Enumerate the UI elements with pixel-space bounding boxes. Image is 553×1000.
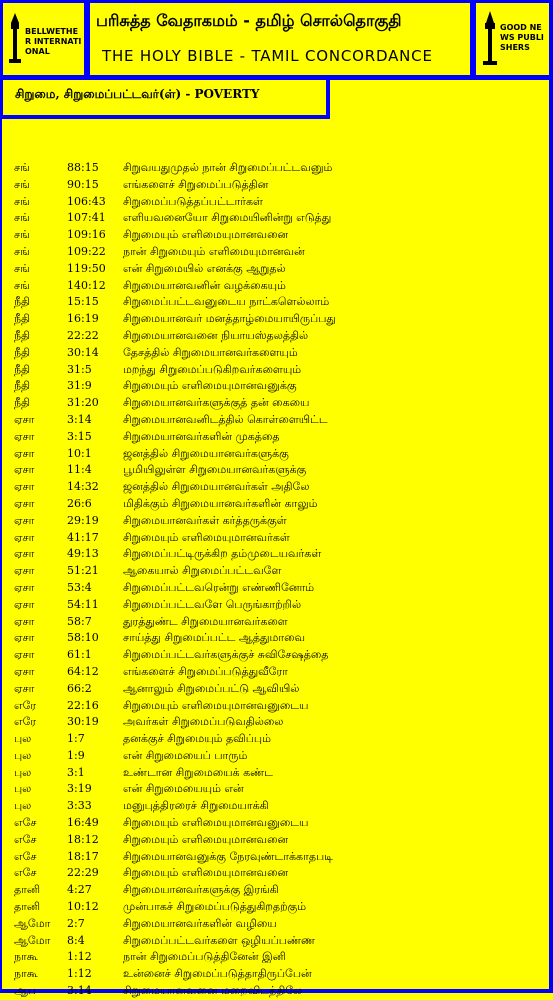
verse-text: உன்னைச் சிறுமைப்படுத்தாதிருப்பேன் [123, 967, 312, 981]
verse-row [0, 966, 549, 983]
verse-book: புல [14, 732, 32, 746]
verse-reference: 10:1 [67, 446, 92, 460]
topic-inner [3, 80, 326, 115]
verse-book: ஏசா [14, 446, 35, 460]
verse-book: சங் [14, 228, 30, 242]
verse-row [0, 748, 549, 765]
verse-text: துரத்துண்ட சிறுமையானவர்களை [123, 614, 288, 628]
verse-text: ஆகையால் சிறுமைப்பட்டவளே [123, 564, 282, 578]
verse-text: மனுபுத்திரரைச் சிறுமையாக்கி [123, 799, 269, 813]
verse-book: ஏசா [14, 564, 35, 578]
verse-text: சிறுமையானவர் மனத்தாழ்மையாயிருப்பது [123, 312, 336, 326]
verse-row [0, 294, 549, 311]
verse-reference: 3:14 [67, 412, 92, 426]
verse-book: எசே [14, 849, 37, 863]
verse-book: எசே [14, 832, 37, 846]
verse-book: நீதி [14, 396, 31, 410]
verse-text: ஜனத்தில் சிறுமையானவர்கள் அதிலே [123, 480, 310, 494]
verse-book: நீதி [14, 312, 31, 326]
verse-text: சிறுமைப்பட்டவர்களை ஒழியப்பண்ண [123, 933, 315, 947]
verse-text: சிறுமைப்பட்டவரென்று எண்ணினோம் [123, 580, 315, 594]
verse-row [0, 278, 549, 295]
verse-book: நீதி [14, 328, 31, 342]
verse-text: ஆனாலும் சிறுமைப்பட்டு ஆவியில் [123, 681, 300, 695]
verse-text: சிறுமையும் எளிமையுமானவனுடைய [123, 816, 309, 830]
verse-reference: 119:50 [67, 261, 106, 275]
verse-book: சங் [14, 261, 30, 275]
verse-row [0, 160, 549, 177]
verse-row [0, 832, 549, 849]
frame-right [549, 80, 553, 993]
verse-row [0, 983, 549, 1000]
verse-reference: 58:10 [67, 631, 99, 645]
verse-book: ஏசா [14, 480, 35, 494]
verse-row [0, 563, 549, 580]
verse-book: ஏசா [14, 412, 35, 426]
verse-row [0, 311, 549, 328]
verse-text: எளியவனையோ சிறுமையினின்று எடுத்து [123, 211, 332, 225]
verse-book: சங் [14, 161, 30, 174]
header-banner [0, 0, 553, 80]
verse-reference: 2:7 [67, 916, 85, 930]
verse-reference: 22:22 [67, 328, 99, 342]
verse-reference: 1:12 [67, 950, 92, 964]
verse-text: சிறுமையானவனின் வழக்கையும் [123, 278, 286, 292]
verse-reference: 30:19 [67, 715, 99, 729]
verse-book: ஏசா [14, 513, 35, 527]
title-box [90, 3, 470, 75]
verse-book: புல [14, 748, 32, 762]
verse-row [0, 933, 549, 950]
verse-reference: 30:14 [67, 345, 99, 359]
verse-text: நான் சிறுமைப்படுத்தினேன் இனி [123, 950, 286, 964]
verse-book: எசே [14, 816, 37, 830]
verse-book: ஏசா [14, 580, 35, 594]
verse-text: ஜனத்தில் சிறுமையானவர்களுக்கு [123, 446, 289, 460]
verse-text: தேசத்தில் சிறுமையானவர்களையும் [123, 345, 298, 359]
verse-reference: 3:14 [67, 984, 92, 998]
verse-row [0, 546, 549, 563]
verse-reference: 11:4 [67, 463, 92, 477]
verse-reference: 1:7 [67, 732, 85, 746]
verse-book: சங் [14, 278, 30, 292]
verse-book: எரே [14, 715, 37, 729]
verse-reference: 90:15 [67, 177, 99, 191]
bellwether-logo-text: BELLWETHER INTERNATIONAL [25, 27, 82, 56]
verse-reference: 31:20 [67, 396, 99, 410]
verse-reference: 18:17 [67, 849, 99, 863]
verse-reference: 58:7 [67, 614, 92, 628]
verse-row [0, 698, 549, 715]
verse-text: சிறுமையானவர்களின் வழியை [123, 916, 277, 930]
verse-list [0, 160, 549, 1000]
verse-row [0, 664, 549, 681]
verse-text: சிறுமையானவர்களுக்கு இரங்கி [123, 883, 279, 897]
verse-row [0, 781, 549, 798]
verse-reference: 61:1 [67, 648, 92, 662]
verse-book: ஏசா [14, 681, 35, 695]
verse-reference: 26:6 [67, 496, 92, 510]
verse-reference: 64:12 [67, 664, 99, 678]
verse-reference: 107:41 [67, 211, 106, 225]
verse-reference: 109:22 [67, 244, 106, 258]
verse-book: எசே [14, 866, 37, 880]
verse-row [0, 244, 549, 261]
verse-book: ஏசா [14, 496, 35, 510]
verse-book: ஏசா [14, 664, 35, 678]
verse-row [0, 865, 549, 882]
verse-reference: 8:4 [67, 933, 85, 947]
verse-book: சங் [14, 211, 30, 225]
verse-book: சங் [14, 177, 30, 191]
verse-book: புல [14, 765, 32, 779]
verse-book: ஏசா [14, 614, 35, 628]
verse-book: நீதி [14, 362, 31, 376]
verse-text: சிறுமையானவர்களின் முகத்தை [123, 429, 280, 443]
verse-text: சிறுமையும் எளிமையுமானவனை [123, 866, 289, 880]
verse-row [0, 580, 549, 597]
verse-row [0, 210, 549, 227]
verse-text: சிறுமைப்படுத்தப்பட்டார்கள் [123, 194, 263, 208]
verse-text: சிறுமையானவனுக்கு நேரவுண்டாக்காதபடி [123, 849, 333, 863]
verse-book: ஏசா [14, 429, 35, 443]
verse-text: மறந்து சிறுமைப்படுகிறவர்களையும் [123, 362, 302, 376]
verse-reference: 3:19 [67, 782, 92, 796]
verse-reference: 66:2 [67, 681, 92, 695]
verse-reference: 4:27 [67, 883, 92, 897]
verse-book: நீதி [14, 345, 31, 359]
verse-text: என் சிறுமையைப் பாரும் [123, 748, 248, 762]
verse-row [0, 798, 549, 815]
verse-row [0, 395, 549, 412]
verse-reference: 51:21 [67, 564, 99, 578]
verse-book: ஏசா [14, 547, 35, 561]
verse-row [0, 614, 549, 631]
verse-text: சிறுமையும் எளிமையுமானவனுடைய [123, 698, 309, 712]
verse-text: சிறுவயதுமுதல் நான் சிறுமைப்பட்டவனும் [123, 161, 333, 174]
verse-text: தனக்குச் சிறுமையும் தவிப்பும் [123, 732, 271, 746]
verse-book: புல [14, 782, 32, 796]
verse-row [0, 731, 549, 748]
verse-text: நான் சிறுமையும் எளிமையுமானவன் [123, 244, 305, 258]
verse-reference: 29:19 [67, 513, 99, 527]
verse-text: சிறுமையானவனை மறைவிடத்திலே [123, 984, 303, 998]
verse-text: சிறுமையும் எளிமையுமானவனை [123, 228, 289, 242]
verse-book: நீதி [14, 379, 31, 393]
bellwether-logo [3, 3, 84, 75]
verse-row [0, 714, 549, 731]
verse-text: மிதிக்கும் சிறுமையானவர்களின் காலும் [123, 496, 318, 510]
verse-book: நாகூ [14, 967, 38, 981]
verse-reference: 16:49 [67, 816, 99, 830]
verse-text: முன்பாகச் சிறுமைப்படுத்துகிறதற்கும் [123, 900, 307, 914]
verse-book: எரே [14, 698, 37, 712]
verse-reference: 41:17 [67, 530, 99, 544]
verse-row [0, 630, 549, 647]
verse-text: உண்டான சிறுமையைக் கண்ட [123, 765, 273, 779]
verse-reference: 15:15 [67, 295, 99, 309]
verse-reference: 49:13 [67, 547, 99, 561]
verse-reference: 106:43 [67, 194, 106, 208]
verse-row [0, 345, 549, 362]
verse-book: ஆமோ [14, 933, 51, 947]
verse-row [0, 479, 549, 496]
verse-book: புல [14, 799, 32, 813]
verse-row [0, 765, 549, 782]
verse-book: சங் [14, 244, 30, 258]
verse-text: சிறுமைப்பட்டிருக்கிற தம்முடையவர்கள் [123, 547, 322, 561]
verse-reference: 88:15 [67, 161, 99, 174]
verse-text: அவர்கள் சிறுமைப்படுவதில்லை [123, 715, 284, 729]
verse-row [0, 328, 549, 345]
verse-book: ஏசா [14, 530, 35, 544]
verse-reference: 140:12 [67, 278, 106, 292]
verse-text: சிறுமையானவர்கள் கர்த்தருக்குள் [123, 513, 287, 527]
verse-reference: 3:33 [67, 799, 92, 813]
topic-box [0, 80, 330, 119]
verse-text: சிறுமையும் எளிமையுமானவனுக்கு [123, 379, 297, 393]
verse-row [0, 227, 549, 244]
verse-book: தானி [14, 900, 41, 914]
verse-reference: 1:9 [67, 748, 85, 762]
verse-row [0, 916, 549, 933]
goodnews-logo [476, 3, 549, 75]
verse-row [0, 378, 549, 395]
verse-row [0, 412, 549, 429]
verse-text: சிறுமைப்பட்டவளே பெருங்காற்றில் [123, 597, 302, 611]
verse-text: சாய்த்து சிறுமைப்பட்ட ஆத்துமாவை [123, 631, 306, 645]
verse-row [0, 496, 549, 513]
verse-reference: 18:12 [67, 832, 99, 846]
verse-row [0, 429, 549, 446]
verse-row [0, 462, 549, 479]
topic-heading: சிறுமை, சிறுமைப்பட்டவர்(ள்) - POVERTY [15, 87, 260, 101]
verse-text: சிறுமையும் எளிமையுமானவனை [123, 832, 289, 846]
verse-row [0, 194, 549, 211]
verse-book: ஆப [14, 984, 37, 998]
verse-reference: 22:29 [67, 866, 99, 880]
verse-text: சிறுமையானவனிடத்தில் கொள்ளையிட்ட [123, 412, 328, 426]
verse-reference: 3:15 [67, 429, 92, 443]
verse-book: நீதி [14, 295, 31, 309]
verse-text: எங்களைச் சிறுமைப்படுத்துவீரோ [123, 664, 288, 678]
english-title: THE HOLY BIBLE - TAMIL CONCORDANCE [102, 47, 433, 65]
verse-reference: 54:11 [67, 597, 99, 611]
verse-reference: 22:16 [67, 698, 99, 712]
verse-book: தானி [14, 883, 41, 897]
verse-book: ஆமோ [14, 916, 51, 930]
verse-row [0, 530, 549, 547]
verse-row [0, 513, 549, 530]
verse-row [0, 949, 549, 966]
verse-reference: 10:12 [67, 900, 99, 914]
verse-book: ஏசா [14, 463, 35, 477]
verse-book: சங் [14, 194, 30, 208]
verse-reference: 16:19 [67, 312, 99, 326]
verse-book: நாகூ [14, 950, 38, 964]
verse-row [0, 362, 549, 379]
goodnews-logo-text: GOOD NEWS PUBLISHERS [500, 23, 544, 52]
verse-text: என் சிறுமையையும் என் [123, 782, 244, 796]
verse-row [0, 597, 549, 614]
verse-text: சிறுமையானவர்களுக்குத் தன் கையை [123, 396, 310, 410]
verse-row [0, 882, 549, 899]
verse-reference: 109:16 [67, 228, 106, 242]
verse-reference: 3:1 [67, 765, 85, 779]
verse-reference: 53:4 [67, 580, 92, 594]
tamil-title: பரிசுத்த வேதாகமம் - தமிழ் சொல்தொகுதி [96, 11, 402, 30]
verse-row [0, 815, 549, 832]
verse-book: ஏசா [14, 597, 35, 611]
verse-text: எங்களைச் சிறுமைப்படுத்தின [123, 177, 269, 191]
verse-reference: 1:12 [67, 967, 92, 981]
verse-book: ஏசா [14, 648, 35, 662]
verse-reference: 31:9 [67, 379, 92, 393]
verse-reference: 14:32 [67, 480, 99, 494]
verse-row [0, 177, 549, 194]
verse-book: ஏசா [14, 631, 35, 645]
verse-row [0, 849, 549, 866]
verse-row [0, 647, 549, 664]
verse-text: சிறுமையானவனை நியாயஸ்தலத்தில் [123, 328, 309, 342]
verse-row [0, 681, 549, 698]
verse-row [0, 261, 549, 278]
verse-text: சிறுமைப்பட்டவர்களுக்குச் சுவிசேஷத்தை [123, 648, 329, 662]
verse-reference: 31:5 [67, 362, 92, 376]
verse-text: சிறுமையும் எளிமையுமானவர்கள் [123, 530, 290, 544]
verse-row [0, 899, 549, 916]
verse-text: சிறுமைப்பட்டவனுடைய நாட்களெல்லாம் [123, 295, 330, 309]
verse-text: பூமியிலுள்ள சிறுமையானவர்களுக்கு [123, 463, 307, 477]
verse-row [0, 446, 549, 463]
verse-text: என் சிறுமையில் எனக்கு ஆறுதல் [123, 261, 286, 275]
